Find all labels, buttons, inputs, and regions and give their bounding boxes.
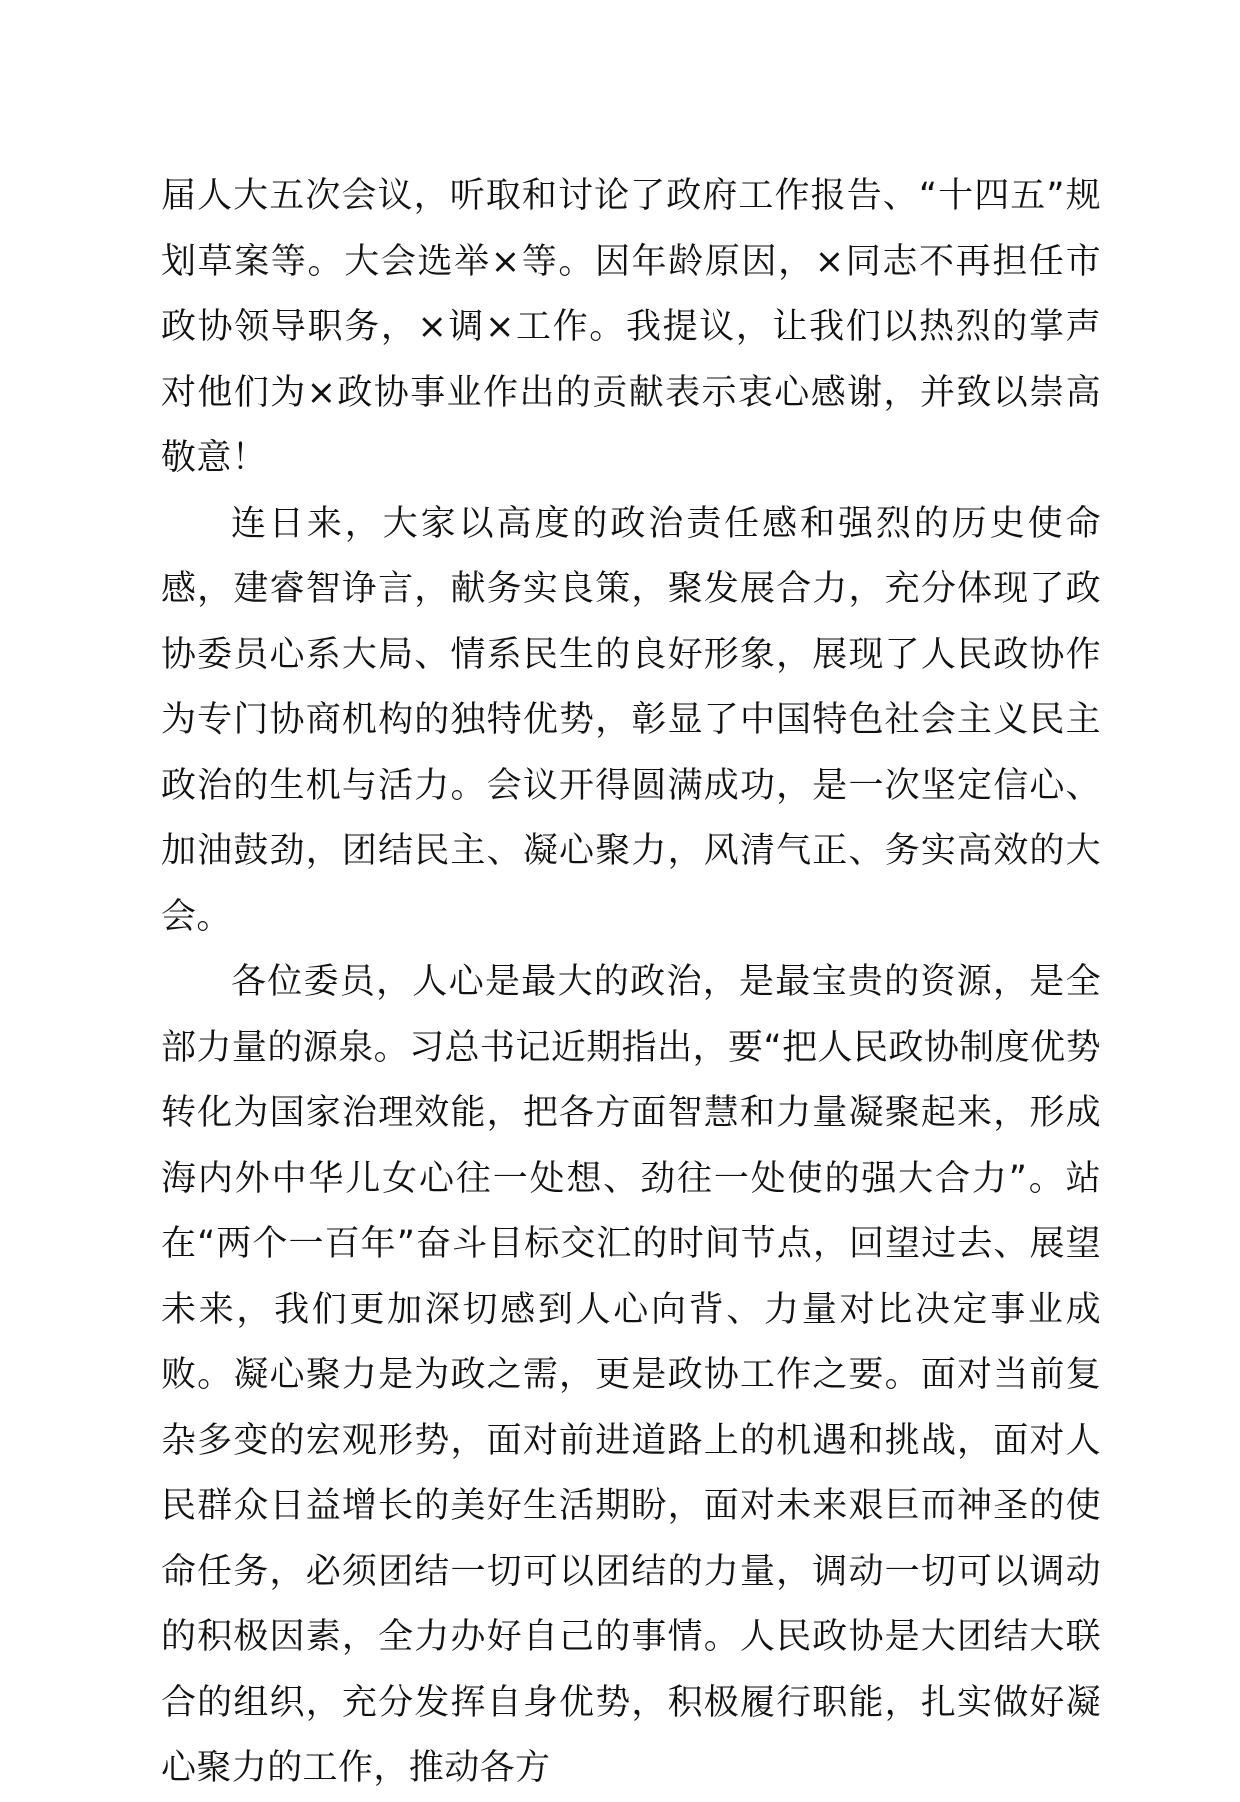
paragraph-continued: 届人大五次会议，听取和讨论了政府工作报告、“十四五”规划草案等。大会选举×等。因年龄原因，×同志不再担任市政协领导职务，×调×工作。我提议，让我们以热烈的掌声对他们为×政协事业作出的贡献表示衷心感谢，并致以崇高敬意！ [161,176,1101,478]
paragraph-meeting-summary: 连日来，大家以高度的政治责任感和强烈的历史使命感，建睿智诤言，献务实良策，聚发展合力，充分体现了政协委员心系大局、情系民生的良好形象，展现了人民政协作为专门协商机构的独特优势，彰显了中国特色社会主义民主政治的生机与活力。会议开得圆满成功，是一次坚定信心、加油鼓劲，团结民主、凝心聚力，风清气正、务实高效的大会。 [161,503,1101,937]
paragraph-members-address: 各位委员，人心是最大的政治，是最宝贵的资源，是全部力量的源泉。习总书记近期指出，要“把人民政协制度优势转化为国家治理效能，把各方面智慧和力量凝聚起来，形成海内外中华儿女心往一处想、劲往一处使的强大合力”。站在“两个一百年”奋斗目标交汇的时间节点，回望过去、展望未来，我们更加深切感到人心向背、力量对比决定事业成败。凝心聚力是为政之需，更是政协工作之要。面对当前复杂多变的宏观形势，面对前进道路上的机遇和挑战，面对人民群众日益增长的美好生活期盼，面对未来艰巨而神圣的使命任务，必须团结一切可以团结的力量，调动一切可以调动的积极因素，全力办好自己的事情。人民政协是大团结大联合的组织，充分发挥自身优势，积极履行职能，扎实做好凝心聚力的工作，推动各方 [161,962,1101,1788]
document-body [161,164,1101,1802]
